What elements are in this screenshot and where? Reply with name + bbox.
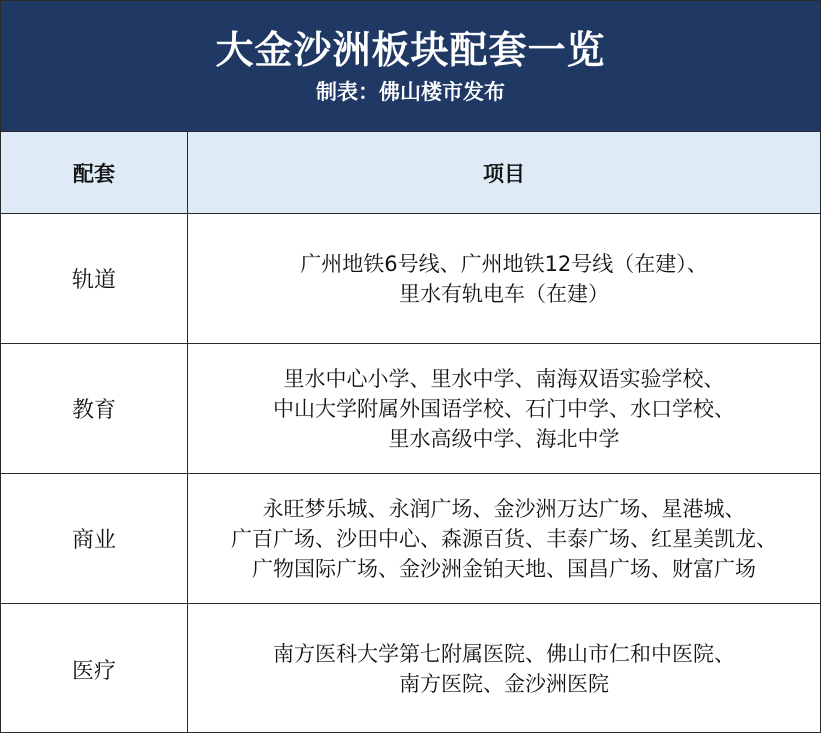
items-text	[231, 494, 777, 584]
column-header-category-cell	[1, 132, 188, 213]
items-cell	[188, 474, 820, 603]
page-title: 大金沙洲板块配套一览	[215, 28, 606, 72]
items-line: 中山大学附属外国语学校、石门中学、水口学校、	[273, 396, 735, 421]
table-row-medical	[1, 604, 820, 733]
column-header-category: 配套	[73, 161, 115, 186]
category-cell	[1, 604, 188, 733]
items-line: 永旺梦乐城、永润广场、金沙洲万达广场、星港城、	[262, 496, 746, 521]
category-label: 教育	[71, 398, 116, 423]
category-label: 医疗	[71, 658, 116, 684]
items-line: 广百广场、沙田中心、森源百货、丰泰广场、红星美凯龙、	[231, 526, 777, 551]
items-line: 南方医院、金沙洲医院	[399, 672, 609, 696]
items-text	[273, 364, 735, 454]
category-cell	[1, 474, 188, 603]
column-header-row	[1, 132, 820, 214]
items-cell	[188, 344, 820, 473]
items-line: 里水高级中学、海北中学	[388, 426, 620, 451]
items-line: 南方医科大学第七附属医院、佛山市仁和中医院、	[273, 642, 735, 666]
items-line: 里水中心小学、里水中学、南海双语实验学校、	[283, 366, 725, 391]
items-text	[273, 639, 735, 699]
table-header	[1, 1, 820, 132]
table-row-transit	[1, 214, 820, 344]
column-header-items-cell	[188, 132, 820, 213]
page-subtitle: 制表：佛山楼市发布	[316, 80, 505, 104]
category-label: 商业	[71, 528, 116, 553]
items-line: 广州地铁6号线、广州地铁12号线（在建）、	[300, 251, 708, 276]
table-row-commerce	[1, 474, 820, 604]
items-line: 里水有轨电车（在建）	[399, 281, 609, 306]
items-cell	[188, 214, 820, 343]
column-header-items: 项目	[483, 161, 525, 186]
category-cell	[1, 344, 188, 473]
table-row-education	[1, 344, 820, 474]
items-cell	[188, 604, 820, 733]
category-cell	[1, 214, 188, 343]
items-line: 广物国际广场、金沙洲金铂天地、国昌广场、财富广场	[252, 556, 756, 581]
category-label: 轨道	[71, 268, 116, 293]
items-text	[300, 249, 708, 309]
